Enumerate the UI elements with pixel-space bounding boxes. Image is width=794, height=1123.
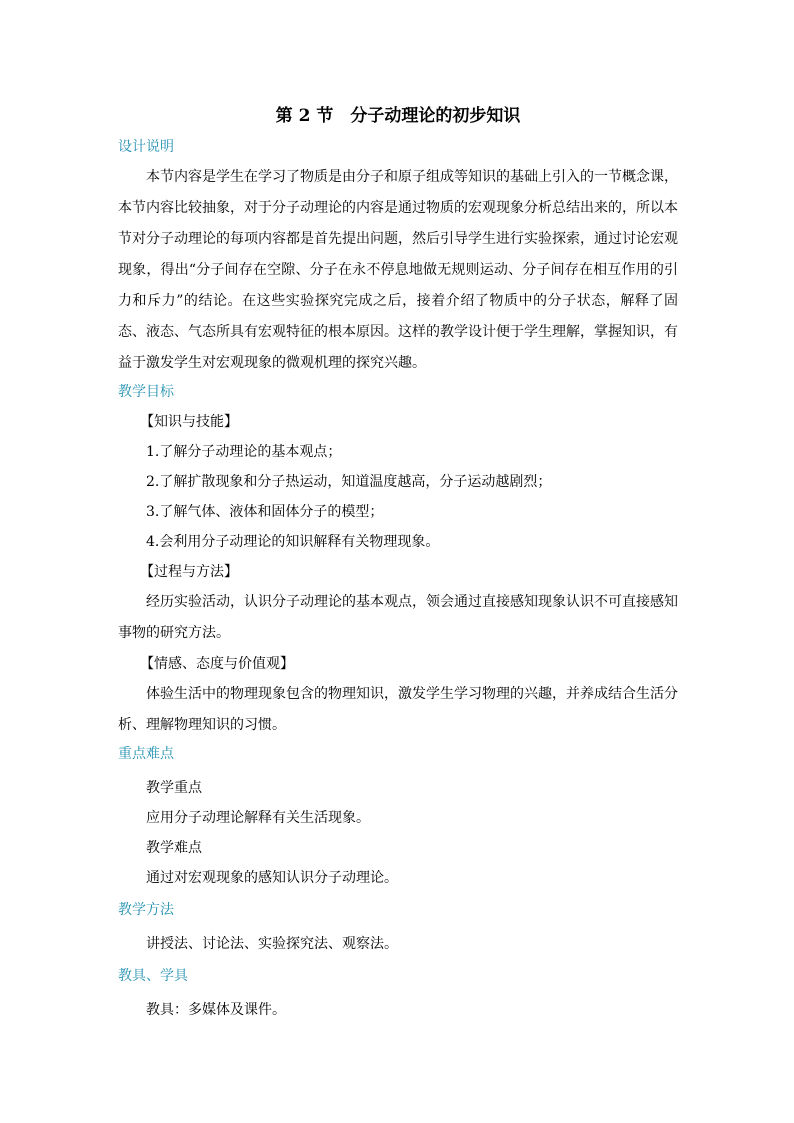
emotion-values-label: 【情感、态度与价值观】 [140,656,294,672]
teaching-key-text: 应用分子动理论解释有关生活现象。 [146,810,370,826]
teaching-methods-text: 讲授法、讨论法、实验探究法、观察法。 [146,936,398,952]
process-methods-text: 经历实验活动，认识分子动理论的基本观点，领会通过直接感知现象认识不可直接感知事物的研究方法。 [118,594,678,641]
page-title: 第 2 节 分子动理论的初步知识 [275,106,521,126]
section-heading-tools: 教具、学具 [118,968,188,984]
section-heading-goals: 教学目标 [118,384,174,400]
emotion-values-text: 体验生活中的物理现象包含的物理知识，激发学生学习物理的兴趣，并养成结合生活分析、理解物理知识的习惯。 [118,686,678,733]
document-page [118,100,678,1025]
section-heading-focus: 重点难点 [118,746,174,762]
knowledge-skills-label: 【知识与技能】 [140,414,238,430]
teaching-tools-text: 教具：多媒体及课件。 [146,1002,286,1018]
knowledge-item: 1.了解分子动理论的基本观点； [146,444,342,460]
design-paragraph: 本节内容是学生在学习了物质是由分子和原子组成等知识的基础上引入的一节概念课，本节内容比较抽象，对于分子动理论的内容是通过物质的宏观现象分析总结出来的，所以本节对分子动理论的每项内容都是首先提出问题，然后引导学生进行实验探索，通过讨论宏观现象，得出“分子间存在空隙、分子在永不停息地做无规则运动、分子间存在相互作用的引力和斥力”的结论。在这些实验探究完成之后，接着介绍了物质中的分子状态，解释了固态、液态、气态所具有宏观特征的根本原因。这样的教学设计便于学生理解，掌握知识，有益于激发学生对宏观现象的微观机理的探究兴趣。 [118,169,678,371]
knowledge-item: 3.了解气体、液体和固体分子的模型； [146,504,384,520]
section-heading-design: 设计说明 [118,139,174,155]
knowledge-item: 4.会利用分子动理论的知识解释有关物理现象。 [146,534,440,550]
teaching-difficulty-label: 教学难点 [146,840,202,856]
section-heading-methods: 教学方法 [118,902,174,918]
knowledge-item: 2.了解扩散现象和分子热运动，知道温度越高，分子运动越剧烈； [146,474,552,490]
process-methods-label: 【过程与方法】 [140,564,238,580]
teaching-key-label: 教学重点 [146,780,202,796]
teaching-difficulty-text: 通过对宏观现象的感知认识分子动理论。 [146,870,398,886]
